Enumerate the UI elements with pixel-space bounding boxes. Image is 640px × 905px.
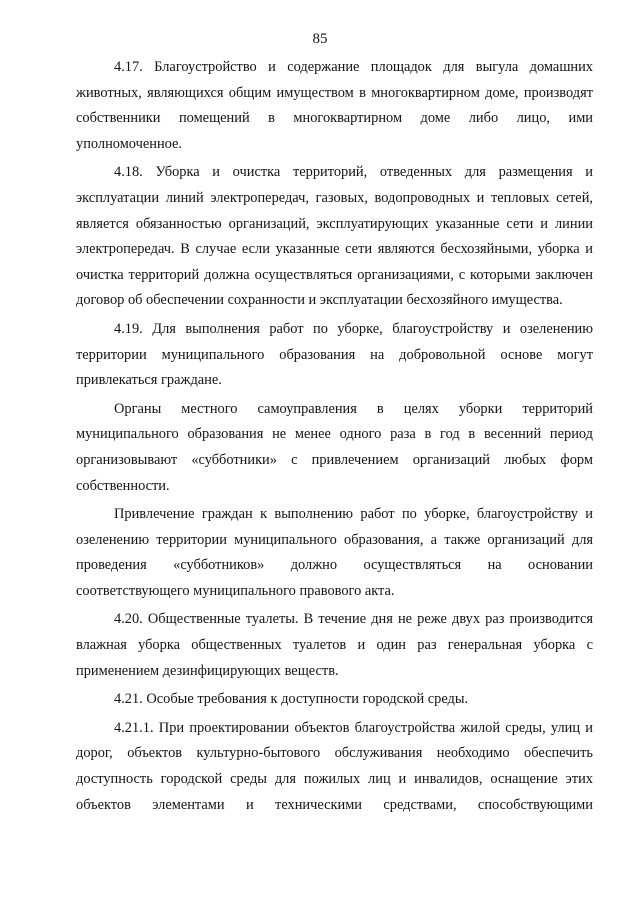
paragraph-4-18: 4.18. Уборка и очистка территорий, отведенных для размещения и эксплуатации линий электропередач, газовых, водопроводных и тепловых сетей, является обязанностью организаций, эксплуатирующих указанные сети и линии электропередач. В случае если указанные сети являются бесхозяйными, уборка и очистка территорий должна осуществляться организациями, с которыми заключен договор об обеспечении сохранности и эксплуатации бесхозяйного имущества.: [76, 164, 593, 309]
paragraph-4-17: 4.17. Благоустройство и содержание площадок для выгула домашних животных, являющихся общим имуществом в многоквартирном доме, производят собственники помещений в многоквартирном доме либо лицо, ими уполномоченное.: [76, 59, 593, 152]
paragraph-4-20: 4.20. Общественные туалеты. В течение дня не реже двух раз производится влажная уборка общественных туалетов и один раз генеральная уборка с применением дезинфицирующих веществ.: [76, 611, 593, 679]
paragraph-4-21-1: 4.21.1. При проектировании объектов благоустройства жилой среды, улиц и дорог, объектов культурно-бытового обслуживания необходимо обеспечить доступность городской среды для пожилых лиц и инвалидов, оснащение этих объектов элементами и техническими средствами, способствующими: [76, 719, 593, 813]
page-number: 85: [312, 31, 328, 47]
paragraph-subbotniki-organization: Органы местного самоуправления в целях уборки территорий муниципального образования не менее одного раза в год в весенний период организовывают «субботники» с привлечением организаций любых форм собственности.: [76, 400, 593, 494]
paragraph-4-21: 4.21. Особые требования к доступности городской среды.: [114, 691, 469, 708]
document-body: [76, 55, 593, 821]
paragraph-4-19: 4.19. Для выполнения работ по уборке, благоустройству и озеленению территории муниципального образования на добровольной основе могут привлекаться граждане.: [76, 320, 593, 389]
paragraph-citizens-involvement: Привлечение граждан к выполнению работ по уборке, благоустройству и озеленению территории муниципального образования, а также организаций для проведения «субботников» должно осуществляться на основании соответствующего муниципального правового акта.: [76, 506, 593, 599]
